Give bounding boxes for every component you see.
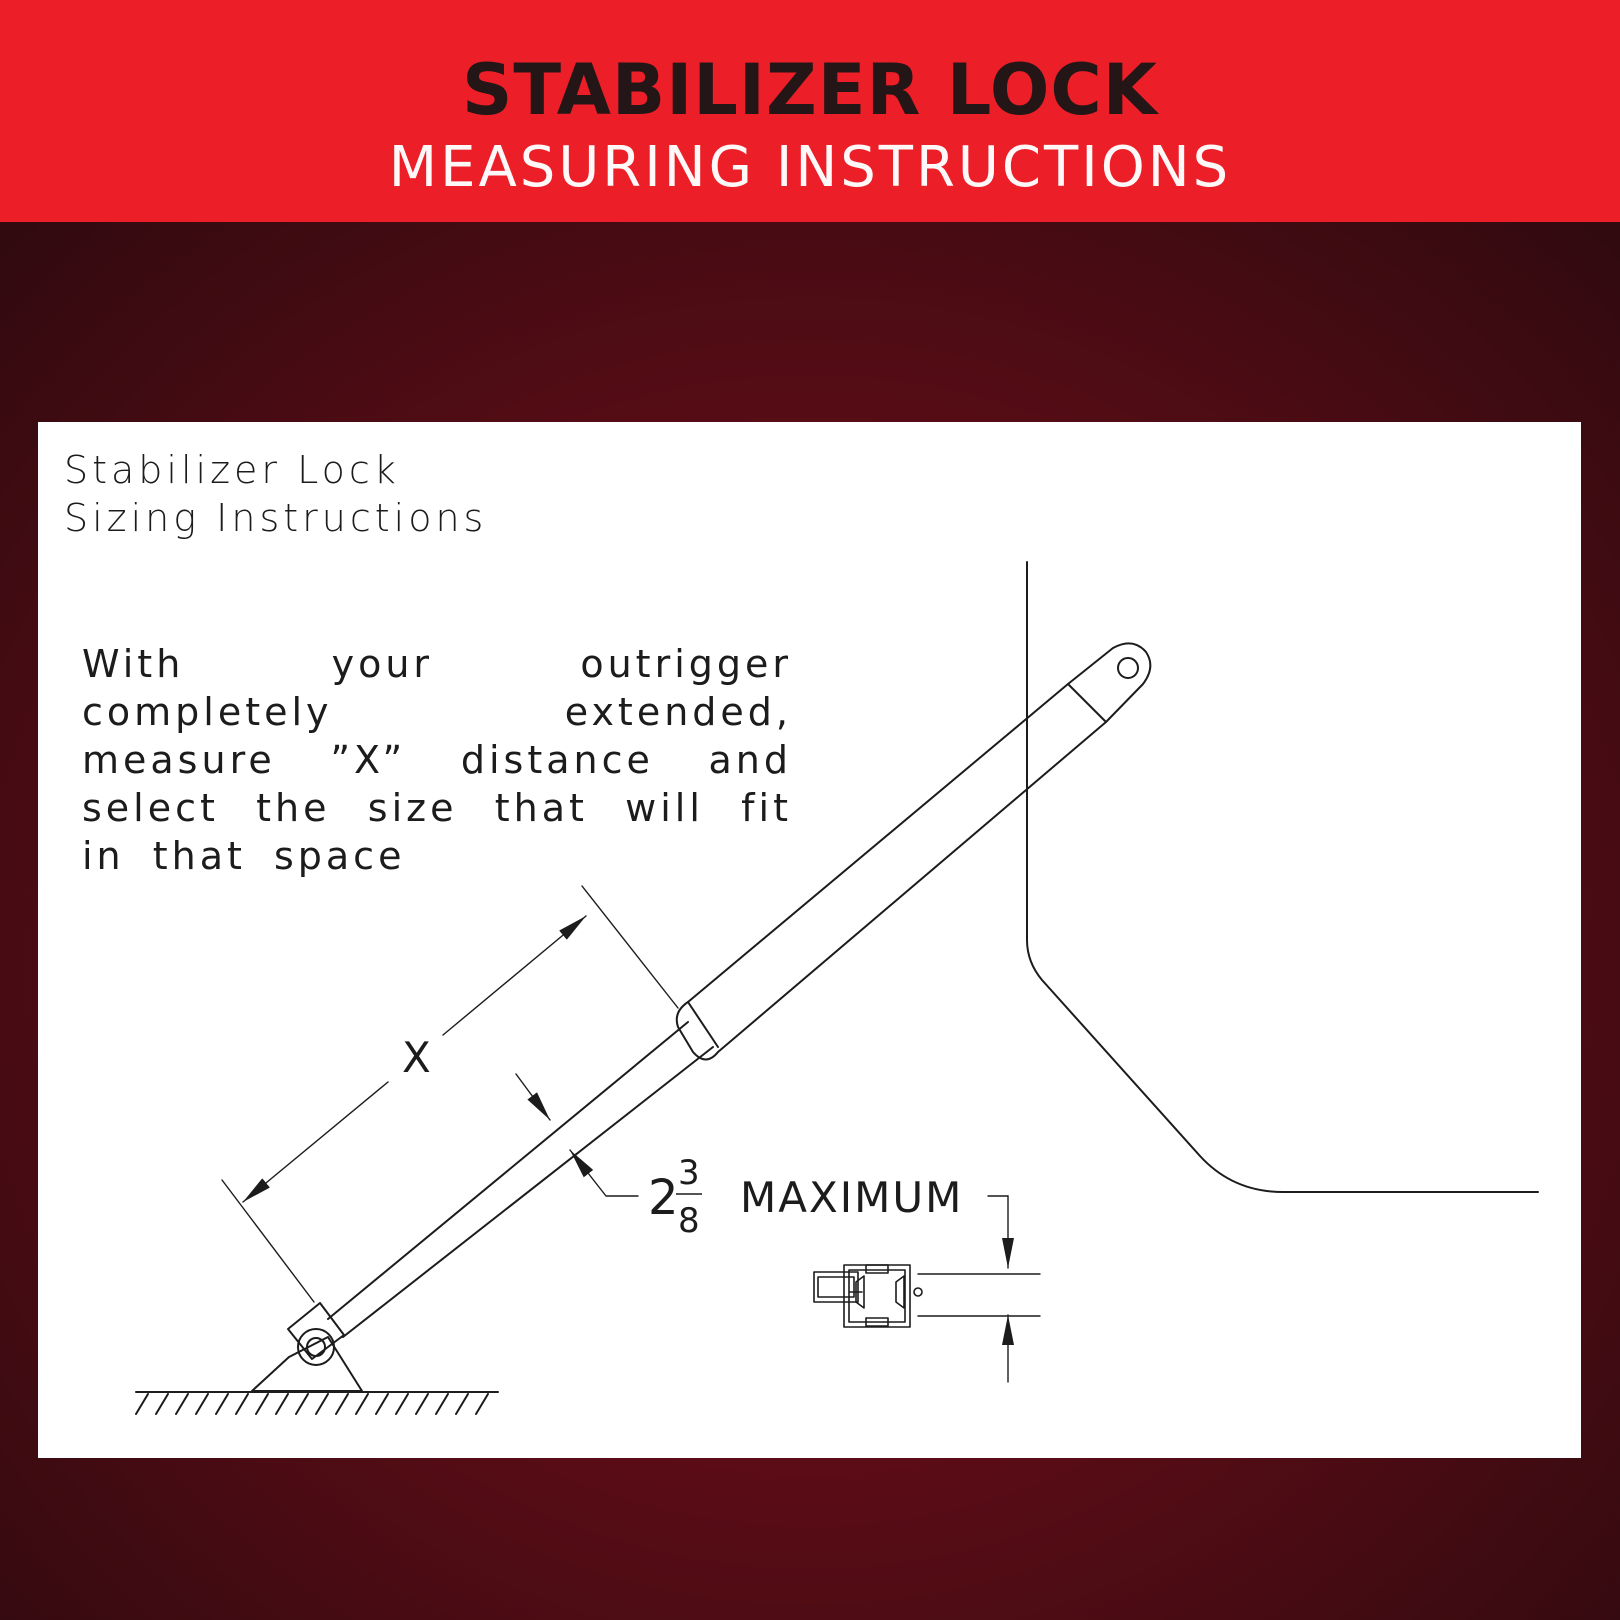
maximum-label: MAXIMUM [740, 1173, 964, 1222]
x-dimension-lower [243, 1082, 388, 1202]
cylinder-end-cap [1068, 643, 1150, 722]
rod-edge-top [328, 1022, 688, 1319]
diagram-card [38, 422, 1581, 1458]
header-banner [0, 0, 1620, 222]
x-extension-bottom [222, 1180, 314, 1302]
x-extension-top [582, 886, 678, 1008]
page-title: STABILIZER LOCK [461, 49, 1159, 131]
x-dimension-upper [443, 916, 586, 1035]
instruction-text: With your outrigger completely extended, measure ”X” distance and select the size that will fit in that space [82, 642, 792, 878]
width-leader-top [516, 1074, 550, 1120]
cylinder-collar [688, 1002, 718, 1047]
width-numerator: 3 [678, 1153, 700, 1193]
width-leader-bottom [570, 1150, 638, 1196]
diagram-heading [64, 446, 487, 542]
page-subtitle: MEASURING INSTRUCTIONS [388, 135, 1232, 200]
technical-drawing [38, 422, 1581, 1458]
x-label: X [402, 1033, 431, 1082]
top-pivot-hole [1118, 658, 1138, 678]
width-denominator: 8 [678, 1201, 700, 1241]
heading-line-2: Sizing Instructions [64, 496, 488, 540]
width-whole: 2 [648, 1170, 679, 1226]
lock-device [814, 1265, 922, 1327]
ground-hatching [136, 1394, 488, 1414]
heading-line-1: Stabilizer Lock [64, 448, 400, 492]
